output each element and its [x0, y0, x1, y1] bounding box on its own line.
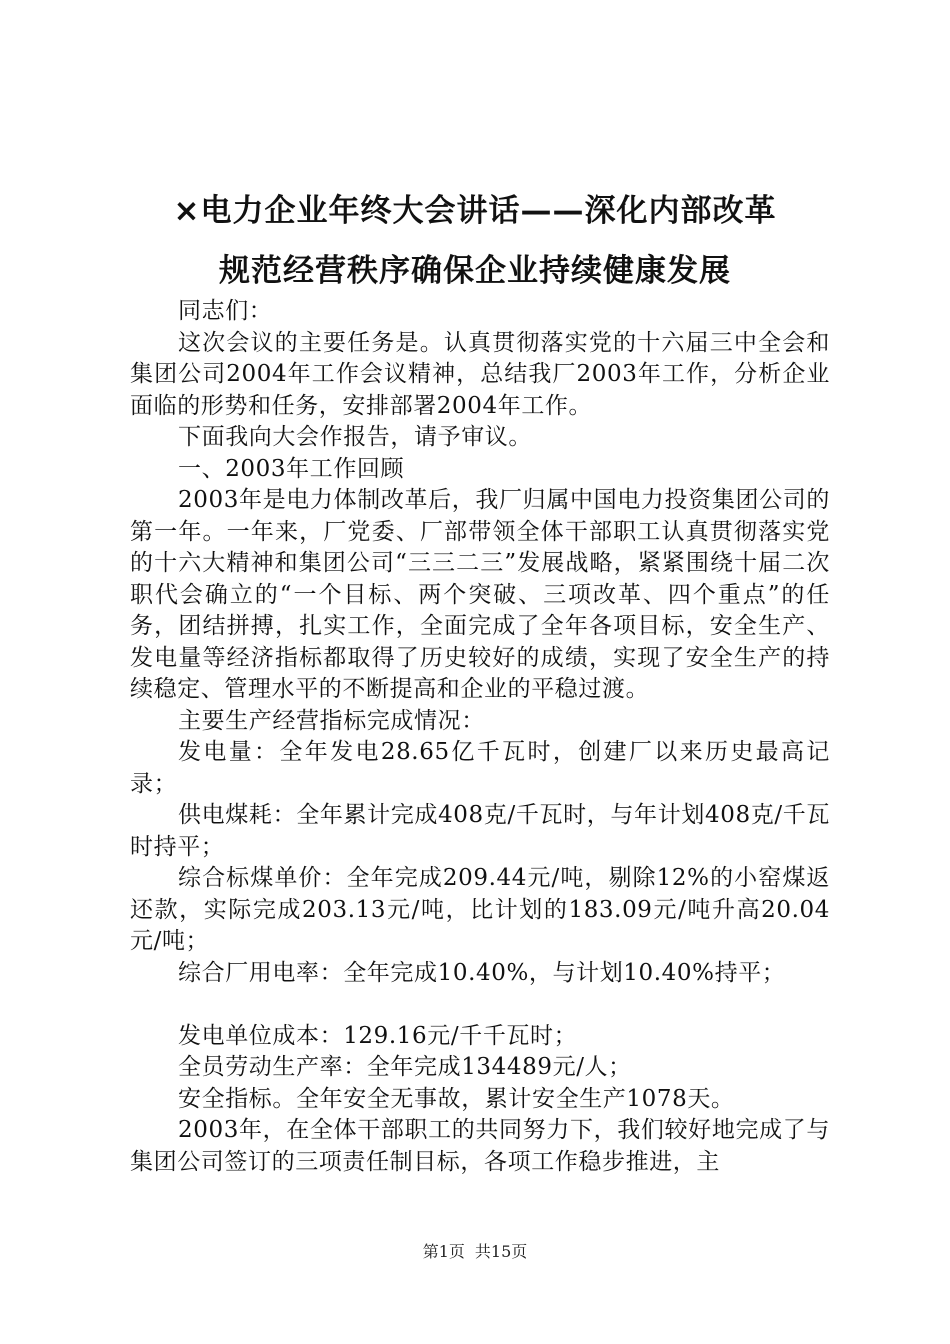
paragraph-productivity: 全员劳动生产率：全年完成134489元/人；: [178, 1054, 632, 1080]
paragraph-coal-price: 综合标煤单价：全年完成209.44元/吨，剔除12%的小窑煤返还款，实际完成203.13元/吨，比计划的183.09元/吨升高20.04元/吨；: [130, 865, 830, 954]
title-line-1: ×电力企业年终大会讲话——深化内部改革: [173, 193, 777, 229]
paragraph-safety: 安全指标。全年安全无事故，累计安全生产1078天。: [178, 1085, 735, 1112]
page-number: 第1页: [422, 1242, 465, 1261]
paragraph-coal-consumption: 供电煤耗：全年累计完成408克/千瓦时，与年计划408克/千瓦时持平；: [130, 802, 830, 860]
paragraph-intro: 这次会议的主要任务是。认真贯彻落实党的十六届三中全会和集团公司2004年工作会议精神，总结我厂2003年工作，分析企业面临的形势和任务，安排部署2004年工作。: [130, 329, 830, 419]
section-heading: 一、2003年工作回顾: [178, 455, 405, 482]
title-line-2: 规范经营秩序确保企业持续健康发展: [219, 253, 731, 289]
page-footer: [0, 1242, 950, 1262]
document-body: [130, 296, 830, 1178]
paragraph-summary: 2003年，在全体干部职工的共同努力下，我们较好地完成了与集团公司签订的三项责任制目标，各项工作稳步推进，主: [130, 1117, 830, 1175]
page-total: 共15页: [474, 1242, 528, 1261]
paragraph-salutation: 同志们：: [178, 298, 273, 324]
paragraph-blank: [130, 989, 830, 1021]
document-title: [100, 181, 850, 301]
paragraph-indicators-heading: 主要生产经营指标完成情况：: [178, 707, 485, 734]
paragraph-generation: 发电量：全年发电28.65亿千瓦时，创建厂以来历史最高记录；: [130, 739, 830, 797]
paragraph-unit-cost: 发电单位成本：129.16元/千千瓦时；: [178, 1022, 578, 1049]
paragraph-auxiliary-power: 综合厂用电率：全年完成10.40%，与计划10.40%持平；: [178, 959, 786, 986]
paragraph-report: 下面我向大会作报告，请予审议。: [178, 424, 532, 450]
paragraph-review: 2003年是电力体制改革后，我厂归属中国电力投资集团公司的第一年。一年来，厂党委、厂部带领全体干部职工认真贯彻落实党的十六大精神和集团公司“三三二三”发展战略，紧紧围绕十届二次职代会确立的“一个目标、两个突破、三项改革、四个重点”的任务，团结拼搏，扎实工作，全面完成了全年各项目标，安全生产、发电量等经济指标都取得了历史较好的成绩，实现了安全生产的持续稳定、管理水平的不断提高和企业的平稳过渡。: [130, 487, 830, 702]
